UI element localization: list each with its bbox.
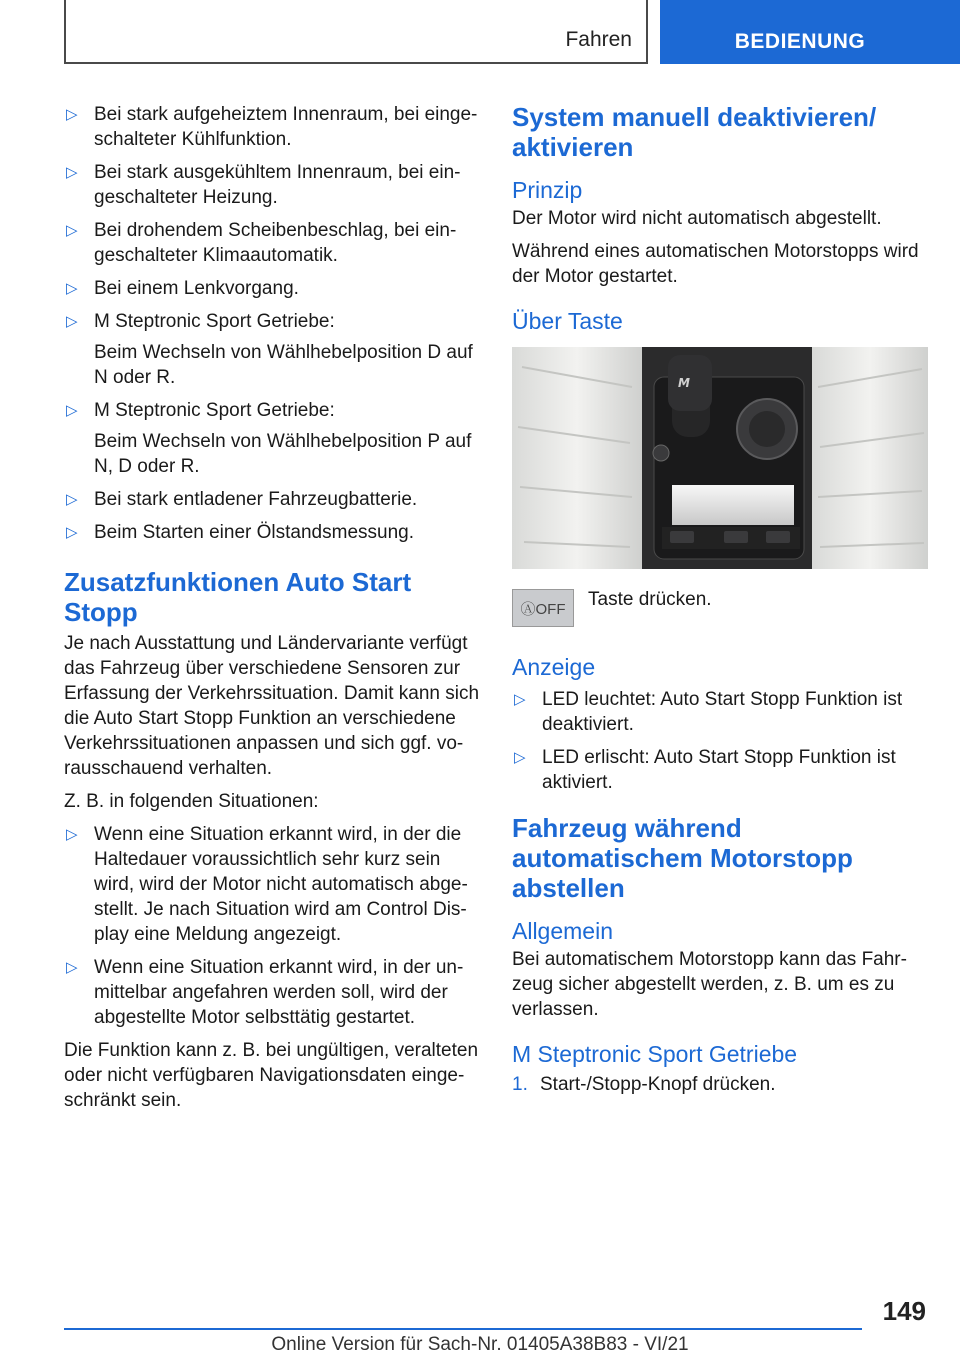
paragraph: Bei automatischem Motorstopp kann das Fahr-zeug sicher abgestellt werden, z. B. um es zu verlassen. <box>512 949 907 1020</box>
subheading-m-steptronic: M Steptronic Sport Getriebe <box>512 1041 798 1067</box>
triangle-bullet-icon: ▷ <box>514 749 526 766</box>
paragraph: Der Motor wird nicht automatisch abgestellt. <box>512 208 882 229</box>
list-item: ▷ Bei einem Lenkvorgang. <box>66 278 299 299</box>
triangle-bullet-icon: ▷ <box>66 959 78 976</box>
header-section: Fahren <box>565 28 632 51</box>
bullet-list-situations <box>64 822 482 1030</box>
list-item: ▷ Wenn eine Situation erkannt wird, in der die Haltedauer voraussichtlich sehr kurz sein wird, wird der Motor nicht automatisch abge-stellt. Je nach Situation wird am Control Dis-play eine Meldung angezeigt. <box>66 824 468 945</box>
triangle-bullet-icon: ▷ <box>66 222 78 239</box>
triangle-bullet-icon: ▷ <box>66 313 78 330</box>
list-item: ▷ Beim Starten einer Ölstandsmessung. <box>66 522 414 543</box>
triangle-bullet-icon: ▷ <box>66 491 78 508</box>
list-item: ▷ Bei stark ausgekühltem Innenraum, bei ein-geschalteter Heizung. <box>66 162 461 208</box>
svg-text:M: M <box>678 376 690 390</box>
page-number: 149 <box>882 1296 926 1326</box>
subheading-prinzip: Prinzip <box>512 177 583 203</box>
list-item: ▷ Wenn eine Situation erkannt wird, in der un-mittelbar angefahren werden soll, wird der abgestellte Motor selbsttätig gestartet. <box>66 957 464 1028</box>
list-item: ▷ Bei drohendem Scheibenbeschlag, bei ein-geschalteter Klimaautomatik. <box>66 220 457 266</box>
footer-text: Online Version für Sach-Nr. 01405A38B83 - VI/21 <box>271 1334 689 1355</box>
list-item-detail: Beim Wechseln von Wählhebelposition D auf N oder R. <box>94 342 473 388</box>
subheading-anzeige: Anzeige <box>512 654 596 680</box>
section-heading-zusatzfunktionen: Zusatzfunktionen Auto Start Stopp <box>64 567 412 627</box>
triangle-bullet-icon: ▷ <box>66 826 78 843</box>
list-item: ▷ LED leuchtet: Auto Start Stopp Funktion ist deaktiviert. <box>514 689 903 735</box>
bullet-list-conditions <box>64 102 482 545</box>
paragraph: Die Funktion kann z. B. bei ungültigen, veralteten oder nicht verfügbaren Navigationsdaten einge-schränkt sein. <box>64 1040 479 1111</box>
bullet-list-anzeige <box>512 687 932 795</box>
taste-text: Taste drücken. <box>588 589 712 610</box>
taste-instruction <box>512 587 932 627</box>
paragraph: Z. B. in folgenden Situationen: <box>64 791 319 812</box>
header-chapter-tab <box>660 0 960 64</box>
list-item: ▷ M Steptronic Sport Getriebe: Beim Wechseln von Wählhebelposition D auf N oder R. <box>64 309 482 390</box>
section-heading-system-manuell: System manuell deaktivieren/ aktivieren <box>512 102 877 162</box>
list-item: ▷ LED erlischt: Auto Start Stopp Funktion ist aktiviert. <box>514 747 896 793</box>
section-heading-fahrzeug-abstellen: Fahrzeug während automatischem Motorstopp abstellen <box>512 813 853 903</box>
list-item: ▷ M Steptronic Sport Getriebe: Beim Wechseln von Wählhebelposition P auf N, D oder R. <box>64 398 482 479</box>
header-chapter: BEDIENUNG <box>734 30 866 53</box>
triangle-bullet-icon: ▷ <box>66 280 78 297</box>
paragraph: Während eines automatischen Motorstopps wird der Motor gestartet. <box>512 241 919 287</box>
list-item-detail: Beim Wechseln von Wählhebelposition P auf N, D oder R. <box>94 431 472 477</box>
triangle-bullet-icon: ▷ <box>66 106 78 123</box>
paragraph: Je nach Ausstattung und Ländervariante verfügt das Fahrzeug über verschiedene Sensoren zur Erfassung der Verkehrssituation. Damit kann sich die Auto Start Stopp Funktion an verschiedene Verkehrssituationen anpassen und sich ggf. vo-rausschauend verhalten. <box>64 633 480 779</box>
numbered-steps <box>512 1072 932 1097</box>
triangle-bullet-icon: ▷ <box>514 691 526 708</box>
right-column <box>512 102 932 1097</box>
auto-start-stopp-off-button-icon: ⒶOFF <box>512 589 574 627</box>
left-column <box>64 102 482 1121</box>
triangle-bullet-icon: ▷ <box>66 524 78 541</box>
header-section-box <box>64 0 648 64</box>
triangle-bullet-icon: ▷ <box>66 402 78 419</box>
footer-divider <box>64 1328 862 1330</box>
subheading-allgemein: Allgemein <box>512 918 613 944</box>
list-item: ▷ Bei stark aufgeheiztem Innenraum, bei einge-schalteter Kühlfunktion. <box>66 104 478 150</box>
center-console-image <box>512 347 928 569</box>
list-item: ▷ Bei stark entladener Fahrzeugbatterie. <box>66 489 418 510</box>
triangle-bullet-icon: ▷ <box>66 164 78 181</box>
subheading-ueber-taste: Über Taste <box>512 308 623 334</box>
step-item: 1. Start-/Stopp-Knopf drücken. <box>512 1074 776 1095</box>
